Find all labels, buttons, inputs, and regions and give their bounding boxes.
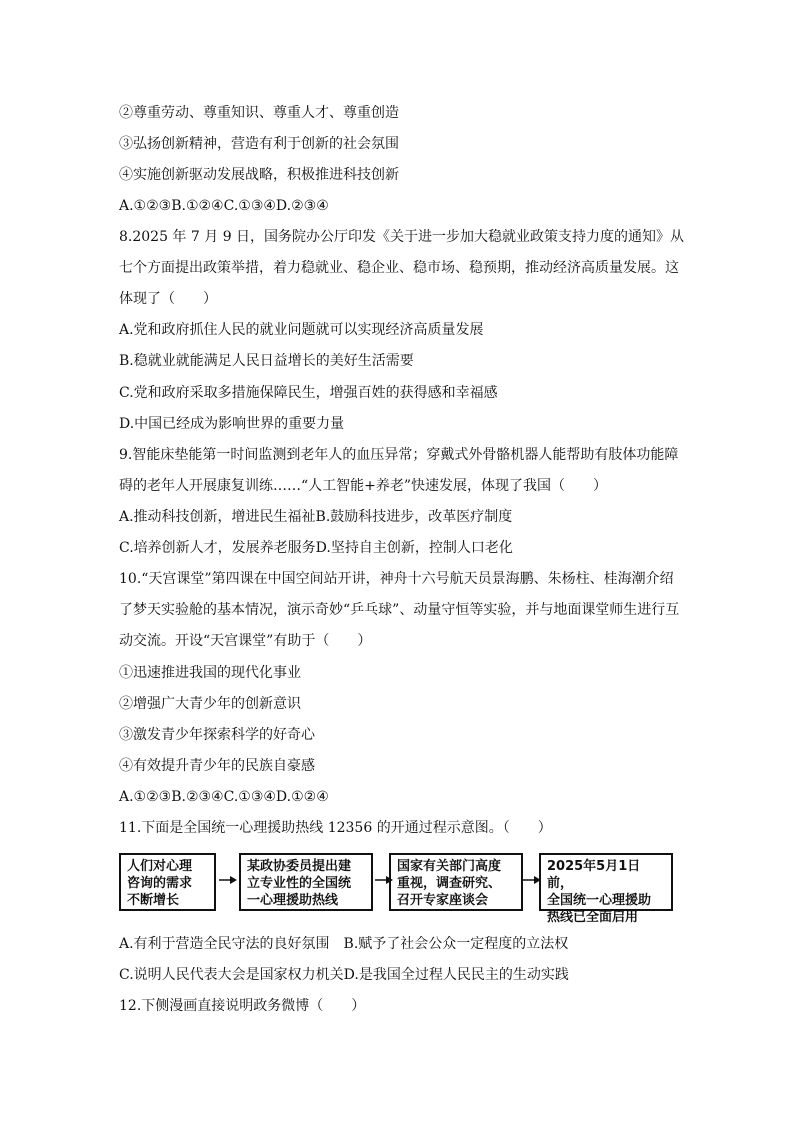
option-ab: A.有利于营造全民守法的良好氛围 B.赋予了社会公众一定程度的立法权 [119,936,569,952]
option-b: B.稳就业就能满足人民日益增长的美好生活需要 [119,353,414,369]
question-8-text: 体现了（ ） [119,291,217,307]
flow-step-4 [539,853,673,925]
question-8-text: 七个方面提出政策举措，着力稳就业、稳企业、稳市场、稳预期，推动经济高质量发展。这 [119,260,679,276]
text-line: ④实施创新驱动发展战略，积极推进科技创新 [119,167,399,183]
statement-3: ③激发青少年探索科学的好奇心 [119,727,315,743]
question-11-text: 11.下面是全国统一心理援助热线 12356 的开通过程示意图。（ ） [119,820,552,836]
flow-step-1 [119,853,216,911]
question-9-text: 碍的老年人开展康复训练……“人工智能+养老”快速发展，体现了我国（ ） [119,478,608,494]
flow-step-text: 人们对心理 [127,859,193,874]
text-line: ②尊重劳动、尊重知识、尊重人才、尊重创造 [119,105,399,121]
question-10-text: 10.“天宫课堂”第四课在中国空间站开讲，神舟十六号航天员景海鹏、朱杨柱、桂海潮介绍 [119,571,674,587]
flow-step-text: 一心理援助热线 [247,893,339,908]
flow-step-text: 全国统一心理援助 [547,893,652,908]
flow-step-text: 某政协委员提出建 [247,859,352,874]
question-12-text: 12.下侧漫画直接说明政务微博（ ） [119,998,366,1014]
question-10-text: 了梦天实验舱的基本情况，演示奇妙“乒乓球”、动量守恒等实验，并与地面课堂师生进行互 [119,602,680,618]
flow-step-text: 2025年5月1日前， [547,859,641,891]
question-10-text: 动交流。开设“天宫课堂”有助于（ ） [119,633,372,649]
option-d: D.中国已经成为影响世界的重要力量 [119,416,345,432]
text-line: ③弘扬创新精神，营造有利于创新的社会氛围 [119,136,399,152]
answer-options: A.①②③B.①②④C.①③④D.②③④ [119,198,329,214]
flow-diagram [119,853,673,925]
flow-step-2 [239,853,373,911]
flow-step-text: 国家有关部门高度 [397,859,502,874]
statement-4: ④有效提升青少年的民族自豪感 [119,758,315,774]
option-cd: C.培养创新人才，发展养老服务D.坚持自主创新，控制人口老化 [119,540,513,556]
question-8-text: 8.2025 年 7 月 9 日，国务院办公厅印发《关于进一步加大稳就业政策支持力度的通知》从 [119,229,685,245]
answer-options: A.①②③B.②③④C.①③④D.①②④ [119,789,329,805]
arrow-right-icon [219,873,237,887]
question-9-text: 9.智能床垫能第一时间监测到老年人的血压异常；穿戴式外骨骼机器人能帮助有肢体功能障 [119,447,679,463]
option-c: C.党和政府采取多措施保障民生，增强百姓的获得感和幸福感 [119,385,498,401]
flow-step-3 [389,853,523,911]
flow-step-text: 召开专家座谈会 [397,893,489,908]
flow-step-text: 立专业性的全国统 [247,876,352,891]
flow-step-text: 热线已全面启用 [547,910,639,925]
flow-step-text: 重视，调查研究、 [397,876,502,891]
option-ab: A.推动科技创新，增进民生福祉B.鼓励科技进步，改革医疗制度 [119,509,513,525]
statement-2: ②增强广大青少年的创新意识 [119,696,301,712]
flow-step-text: 咨询的需求 [127,876,193,891]
statement-1: ①迅速推进我国的现代化事业 [119,665,301,681]
flow-step-text: 不断增长 [127,893,180,908]
option-cd: C.说明人民代表大会是国家权力机关D.是我国全过程人民民主的生动实践 [119,967,569,983]
option-a: A.党和政府抓住人民的就业问题就可以实现经济高质量发展 [119,322,484,338]
